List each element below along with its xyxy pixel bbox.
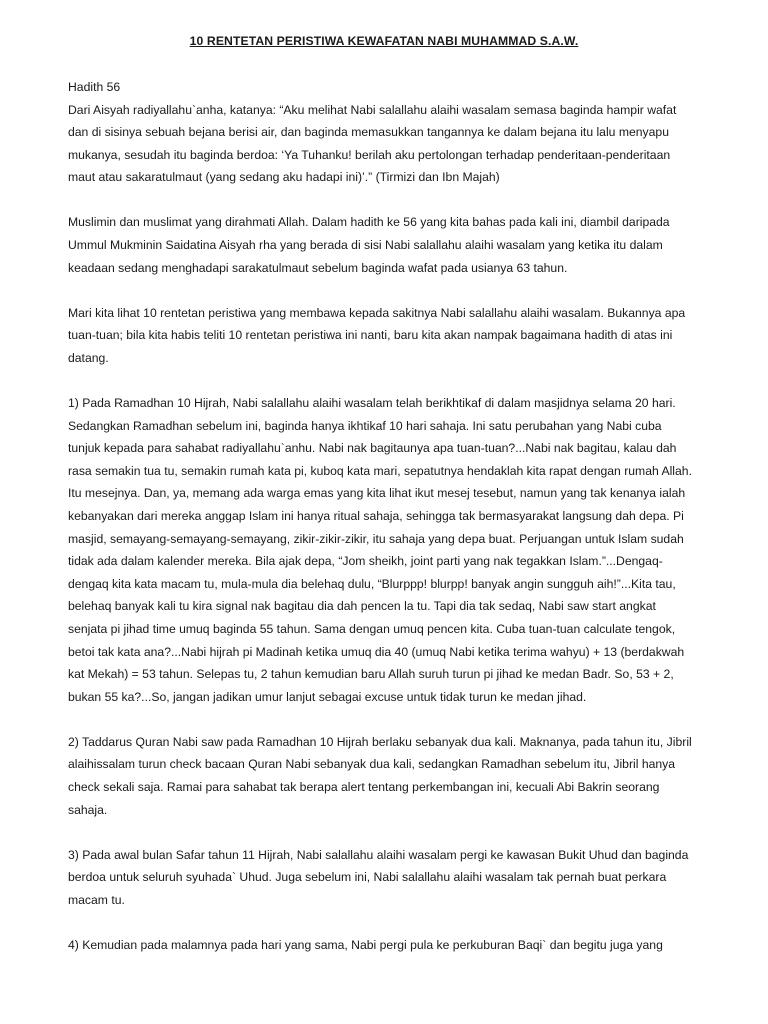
text-line: rasa semakin tua tu, semakin rumah kata pi, kuboq kata mari, sepatutnya hendaklah kita rapat dengan rumah Allah. bbox=[68, 463, 692, 478]
text-line: Mari kita lihat 10 rentetan peristiwa yang membawa kepada sakitnya Nabi salallahu alaihi wasalam. Bukannya apa bbox=[68, 305, 686, 320]
paragraph-point-2 bbox=[68, 731, 718, 821]
text-line: senjata pi jihad time umuq baginda 55 tahun. Sama dengan umuq pencen kita. Cuba tuan-tuan calculate tengok, bbox=[68, 621, 676, 636]
paragraph-overview bbox=[68, 302, 718, 370]
text-line: Sedangkan Ramadhan sebelum ini, baginda hanya ikhtikaf 10 hari sahaja. Ini satu perubahan yang Nabi cuba bbox=[68, 418, 662, 433]
text-line: berdoa untuk seluruh syuhada` Uhud. Juga sebelum ini, Nabi salallahu alaihi wasalam tak pernah buat perkara bbox=[68, 870, 667, 885]
text-line: betoi tak kata ana?...Nabi hijrah pi Madinah ketika umuq dia 40 (umuq Nabi ketika terima wahyu) + 13 (berdakwah bbox=[68, 644, 685, 659]
document-title: 10 RENTETAN PERISTIWA KEWAFATAN NABI MUHAMMAD S.A.W. bbox=[189, 34, 579, 48]
text-line: maut atau sakaratulmaut (yang sedang aku hadapi ini)’.” (Tirmizi dan Ibn Majah) bbox=[68, 170, 500, 185]
paragraph-point-4 bbox=[68, 934, 718, 957]
text-line: Ummul Mukminin Saidatina Aisyah rha yang berada di sisi Nabi salallahu alaihi wasalam yang ketika itu dalam bbox=[68, 238, 663, 253]
text-line: Hadith 56 bbox=[68, 80, 121, 94]
paragraph-intro bbox=[68, 211, 718, 279]
text-line: 1) Pada Ramadhan 10 Hijrah, Nabi salallahu alaihi wasalam telah berikhtikaf di dalam masjidnya selama 20 hari. bbox=[68, 396, 676, 411]
text-line: Itu mesejnya. Dan, ya, memang ada warga emas yang kita lihat ikut mesej tesebut, namun yang tak kenanya ialah bbox=[68, 486, 686, 501]
text-line: keadaan sedang menghadapi sarakatulmaut sebelum baginda wafat pada usianya 63 tahun. bbox=[68, 260, 568, 275]
text-line: alaihissalam turun check bacaan Quran Nabi sebanyak dua kali, sedangkan Ramadhan sebelum itu, Jibril hanya bbox=[68, 757, 676, 772]
text-line: tunjuk kepada para sahabat radiyallahu`anhu. Nabi nak bagitaunya apa tuan-tuan?...Nabi nak bagitau, kalau dah bbox=[68, 441, 677, 456]
text-line: 3) Pada awal bulan Safar tahun 11 Hijrah, Nabi salallahu alaihi wasalam pergi ke kawasan Bukit Uhud dan baginda bbox=[68, 847, 689, 862]
document-body bbox=[68, 76, 718, 979]
text-line: 4) Kemudian pada malamnya pada hari yang sama, Nabi pergi pula ke perkuburan Baqi` dan begitu juga yang bbox=[68, 938, 663, 952]
text-line: mukanya, sesudah itu baginda berdoa: ‘Ya Tuhanku! berilah aku pertolongan terhadap penderitaan-penderitaan bbox=[68, 147, 671, 162]
text-line: tuan-tuan; bila kita habis teliti 10 rentetan peristiwa ini nanti, baru kita akan nampak bagaimana hadith di atas ini bbox=[68, 328, 673, 343]
paragraph-hadith bbox=[68, 76, 718, 189]
text-line: kebanyakan dari mereka anggap Islam ini hanya ritual sahaja, sehingga tak bermasyarakat langsung dah depa. Pi bbox=[68, 509, 684, 523]
text-line: kat Mekah) = 53 tahun. Selepas tu, 2 tahun kemudian baru Allah suruh turun pi jihad ke medan Badr. So, 53 + 2, bbox=[68, 667, 674, 682]
text-line: masjid, semayang-semayang-semayang, zikir-zikir-zikir, itu sahaja yang depa buat. Perjuangan untuk Islam sudah bbox=[68, 531, 684, 546]
text-line: macam tu. bbox=[68, 892, 125, 907]
text-line: check sekali saja. Ramai para sahabat tak berapa alert tentang perkembangan ini, kecuali Abi Bakrin seorang bbox=[68, 780, 660, 795]
text-line: belehaq banyak kali tu kira signal nak bagitau dia dah pencen la tu. Tapi dia tak sedaq, Nabi saw start angkat bbox=[68, 599, 656, 614]
text-line: 2) Taddarus Quran Nabi saw pada Ramadhan 10 Hijrah berlaku sebanyak dua kali. Maknanya, pada tahun itu, Jibril bbox=[68, 734, 692, 749]
text-line: dengaq kita kata macam tu, mula-mula dia belehaq dulu, “Blurppp! blurpp! banyak angin sungguh aih!”...Kita tau, bbox=[68, 576, 676, 591]
text-line: dan di sisinya sebuah bejana berisi air, dan baginda memasukkan tangannya ke dalam bejana itu lalu menyapu bbox=[68, 125, 669, 140]
paragraph-point-3 bbox=[68, 844, 718, 912]
text-line: datang. bbox=[68, 350, 109, 365]
text-line: sahaja. bbox=[68, 802, 108, 817]
paragraph-point-1 bbox=[68, 392, 718, 708]
text-line: Muslimin dan muslimat yang dirahmati Allah. Dalam hadith ke 56 yang kita bahas pada kali ini, diambil daripada bbox=[68, 215, 670, 230]
text-line: Dari Aisyah radiyallahu`anha, katanya: “Aku melihat Nabi salallahu alaihi wasalam semasa baginda hampir wafat bbox=[68, 102, 677, 117]
text-line: tidak ada dalam kalender mereka. Bila ajak depa, “Jom sheikh, joint parti yang nak tegakkan Islam.”...Dengaq- bbox=[68, 554, 663, 569]
text-line: bukan 55 ka?...So, jangan jadikan umur lanjut sebagai excuse untuk tidak turun ke medan jihad. bbox=[68, 689, 587, 704]
